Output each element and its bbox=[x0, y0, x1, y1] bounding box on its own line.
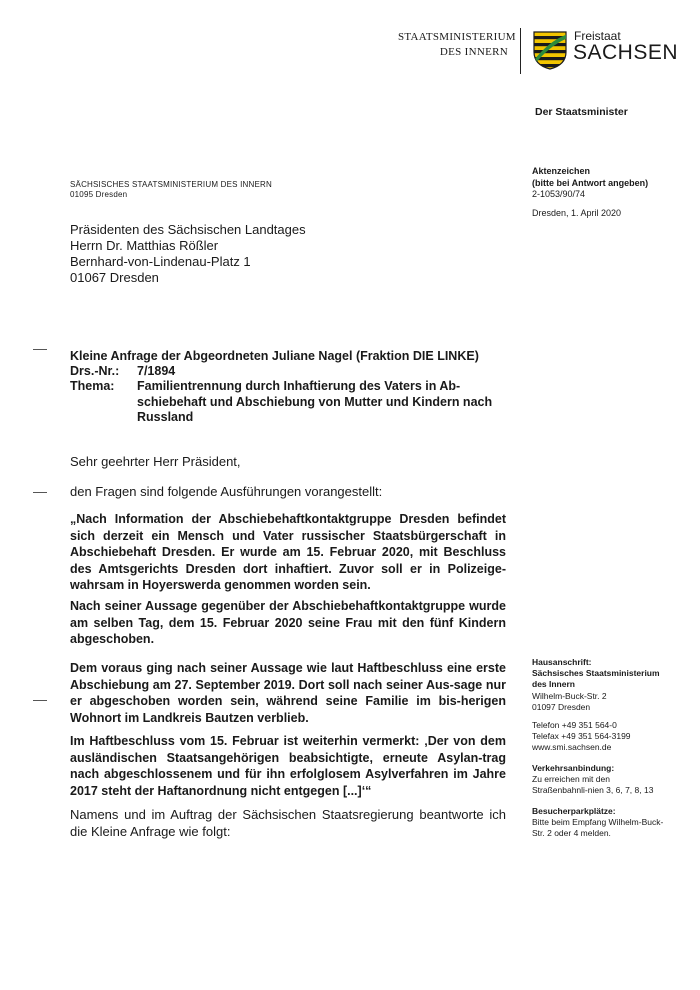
city: 01097 Dresden bbox=[532, 701, 591, 712]
sender-city: 01095 Dresden bbox=[70, 190, 128, 199]
recipient-line: 01067 Dresden bbox=[70, 270, 159, 285]
ministry-name-line1: STAATSMINISTERIUM bbox=[398, 31, 516, 43]
aktenzeichen-label: Aktenzeichen bbox=[532, 166, 591, 176]
hausanschrift-label: Hausanschrift: bbox=[532, 657, 592, 667]
telefax: Telefax +49 351 564-3199 bbox=[532, 731, 631, 742]
thema-line: schiebehaft und Abschiebung von Mutter und Kindern nach bbox=[137, 394, 493, 409]
besucher-label: Besucherparkplätze: bbox=[532, 806, 616, 816]
sachsen-label: SACHSEN bbox=[573, 41, 679, 64]
house-address-block bbox=[532, 657, 667, 713]
aktenzeichen-hint: (bitte bei Antwort angeben) bbox=[532, 177, 649, 188]
ministry-name bbox=[398, 30, 516, 60]
saxony-coat-of-arms-icon bbox=[532, 30, 568, 70]
website-link[interactable]: www.smi.sachsen.de bbox=[532, 742, 612, 753]
contact-block bbox=[532, 720, 667, 754]
transit-block bbox=[532, 763, 667, 797]
drs-value: 7/1894 bbox=[137, 364, 176, 379]
ministry-name-line2: DES INNERN bbox=[439, 46, 508, 58]
recipient-line: Herrn Dr. Matthias Rößler bbox=[70, 238, 219, 253]
hausanschrift-line: des Innern bbox=[532, 679, 575, 690]
quote-paragraph: „Nach Information der Abschiebehaftkontaktgruppe Dresden befindet sich derzeit ein Mensch und Vater russischer Staatsbürgerschaft in Abschiebehaft Dresden. Er wurde am 15. Februar 2020, mit Beschluss des Amtsgerichts Dresden dort inhaftiert. Zuvor soll er in Polizeige-wahrsam in Hoyerswerda genommen worden sein. bbox=[70, 512, 506, 593]
recipient-line: Präsidenten des Sächsischen Landtages bbox=[70, 222, 306, 237]
recipient-line: Bernhard-von-Lindenau-Platz 1 bbox=[70, 254, 251, 269]
quote-paragraph: Nach seiner Aussage gegenüber der Abschiebehaftkontaktgruppe wurde am selben Tag, dem 15. Februar 2020 seine Frau mit den fünf Kindern abgeschoben. bbox=[70, 599, 506, 647]
street: Wilhelm-Buck-Str. 2 bbox=[532, 690, 607, 701]
besucher-text: Bitte beim Empfang Wilhelm-Buck-Str. 2 oder 4 melden. bbox=[532, 817, 664, 839]
verkehr-label: Verkehrsanbindung: bbox=[532, 763, 615, 773]
quote-paragraph: Im Haftbeschluss vom 15. Februar ist weiterhin vermerkt: ‚Der von dem ausländischen Staatsangehörigen beabsichtigte, erneute Asylan-trag nach abgeschlossenem und für ihn erfolglosem Asylverfahren im Jahre 2017 steht der Haftanordnung nicht entgegen [...]‘“ bbox=[70, 734, 506, 798]
sender-name: SÄCHSISCHES STAATSMINISTERIUM DES INNERN bbox=[70, 180, 272, 189]
recipient-address bbox=[70, 222, 306, 286]
thema-line: Familientrennung durch Inhaftierung des Vaters in Ab- bbox=[137, 379, 461, 394]
hausanschrift-line: Sächsisches Staatsministerium bbox=[532, 668, 660, 679]
fold-mark bbox=[33, 349, 47, 350]
punch-mark bbox=[33, 492, 47, 493]
letterhead-divider bbox=[520, 28, 521, 74]
quote-paragraph: Dem voraus ging nach seiner Aussage wie laut Haftbeschluss eine erste Abschiebung am 27. September 2019. Dort soll nach seiner Aus-sage nur er abgeschoben worden sein, während seine Familie im bis-herigen Wohnort im Landkreis Bautzen verblieb. bbox=[70, 661, 506, 725]
fold-mark bbox=[33, 700, 47, 701]
letter-date: Dresden, 1. April 2020 bbox=[532, 208, 622, 218]
salutation: Sehr geehrter Herr Präsident, bbox=[70, 454, 241, 469]
subject-title: Kleine Anfrage der Abgeordneten Juliane Nagel (Fraktion DIE LINKE) bbox=[70, 349, 479, 363]
reference-block bbox=[532, 166, 648, 201]
intro-text: den Fragen sind folgende Ausführungen vorangestellt: bbox=[70, 484, 383, 499]
telefon: Telefon +49 351 564-0 bbox=[532, 720, 617, 730]
aktenzeichen-value: 2-1053/90/74 bbox=[532, 189, 586, 199]
subject-block bbox=[70, 349, 510, 425]
thema-line: Russland bbox=[137, 409, 194, 424]
parking-block bbox=[532, 806, 667, 840]
freistaat-label: Freistaat bbox=[574, 29, 621, 43]
drs-label: Drs.-Nr.: bbox=[70, 364, 120, 379]
sender-line bbox=[70, 180, 272, 200]
thema-label: Thema: bbox=[70, 379, 115, 394]
minister-title: Der Staatsminister bbox=[535, 106, 628, 118]
closing-text: Namens und im Auftrag der Sächsischen Staatsregierung beantworte ich die Kleine Anfrage wie folgt: bbox=[70, 807, 506, 839]
verkehr-text: Zu erreichen mit den Straßenbahnli-nien 3, 6, 7, 8, 13 bbox=[532, 774, 654, 796]
